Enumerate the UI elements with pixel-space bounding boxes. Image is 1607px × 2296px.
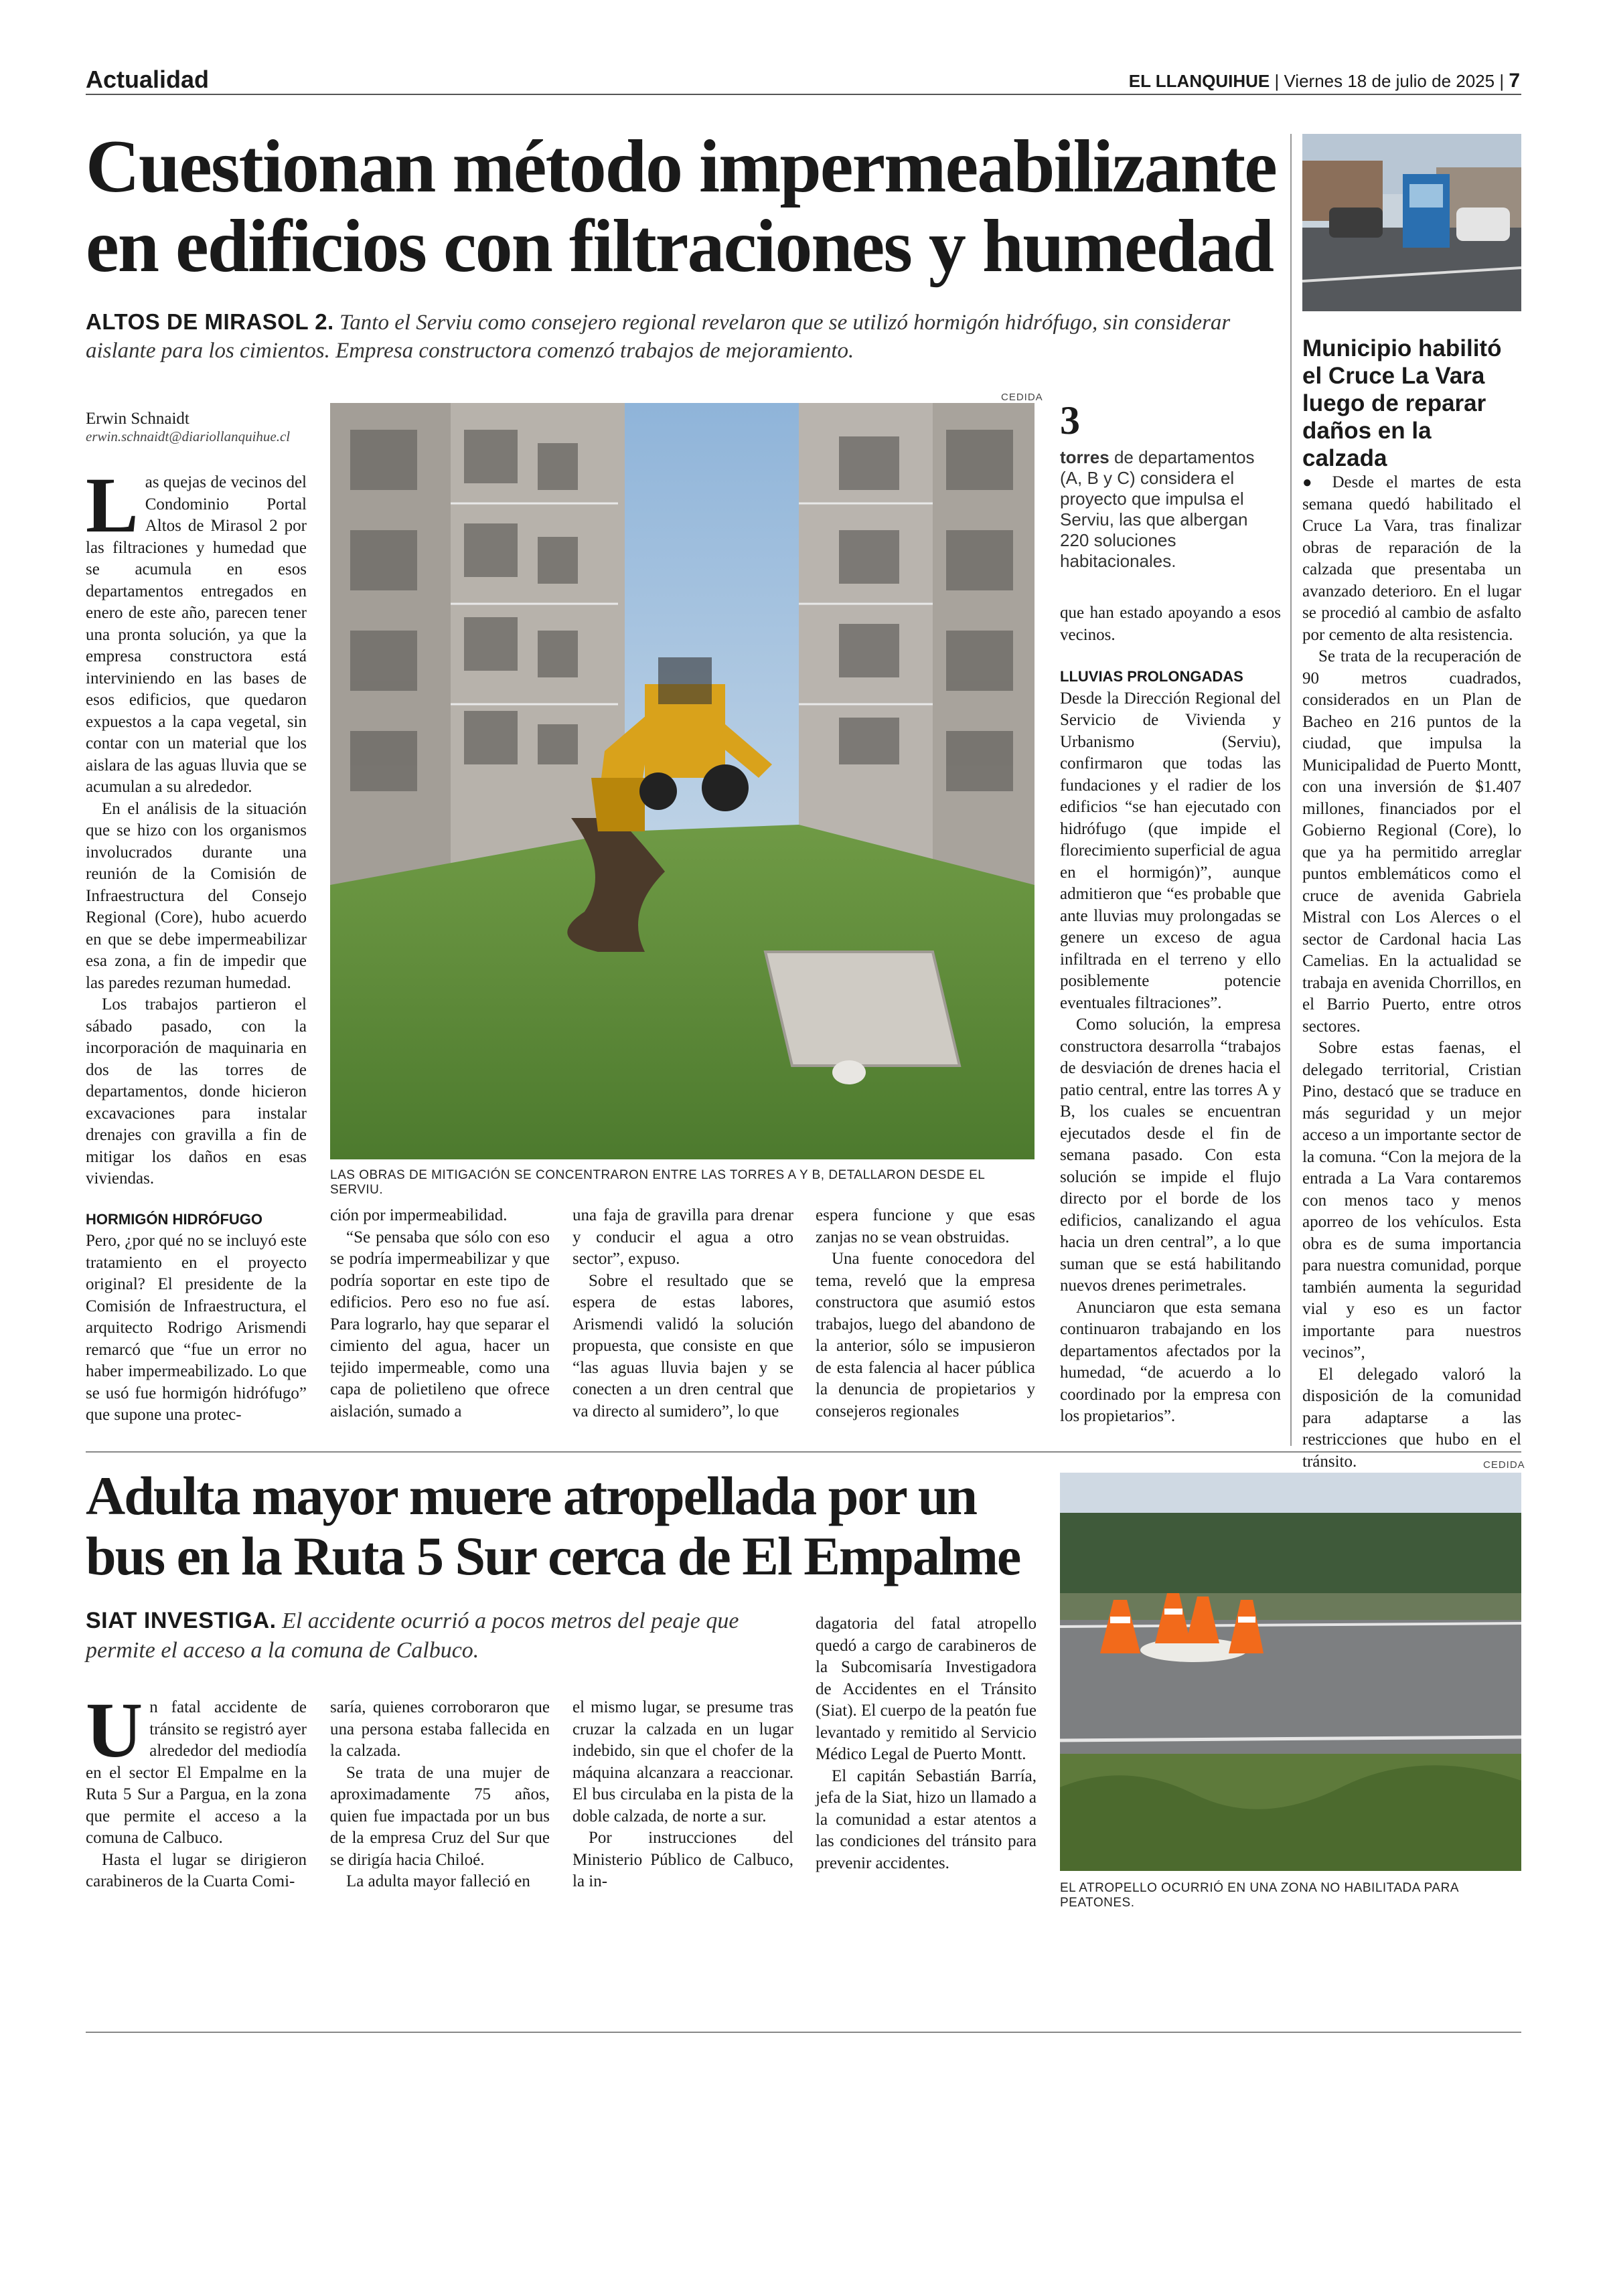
story2-paragraph: dagatoria del fatal atropello quedó a cargo de carabineros de la Subcomisaría Investigadora de Accidentes en el Tránsito (Siat). El cuerpo de la peatón fue levantado y remitido al Servicio Médico Legal de Puerto Montt. [816,1615,1037,1763]
subheading-hormigon: HORMIGÓN HIDRÓFUGO [86,1210,262,1228]
story1-headline [86,127,1291,286]
story2-paragraph: el mismo lugar, se presume tras cruzar la calzada en un lugar indebido, sin que el chofer de la máquina alcanzara a reaccionar. El bus circulaba en la pista de la doble calzada, de norte a sur. [572,1698,793,1825]
section-label: Actualidad [86,66,210,93]
story2-kicker-tag: SIAT INVESTIGA. [86,1608,277,1633]
issue-date: Viernes 18 de julio de 2025 [1284,71,1495,91]
story1-paragraph: Los trabajos partieron el sábado pasado, con la incorporación de maquinaria en dos de las torres de departamentos, donde hicieron excavaciones para instalar drenajes con gravilla a fin de mitigar los daños en esas viviendas. [86,995,307,1187]
story1-column-5 [1060,602,1281,1453]
story2-paragraph: saría, quienes corroboraron que una persona estaba fallecida en la calzada. [330,1698,550,1760]
story1-paragraph: “Se pensaba que sólo con eso se podría impermeabilizar y que podría soportar en este tipo de edificios. Pero eso no fue así. Para lograrlo, hay que separar el cimiento del agua, hacer un tejido impermeable, como una capa de polietileno que ofrece aislación, sumado a [330,1228,550,1420]
story1-paragraph: que han estado apoyando a esos vecinos. [1060,604,1281,644]
story2-column-2 [330,1697,550,1911]
sidebar-rule [1290,134,1292,1446]
factbox [1060,400,1281,572]
story1-paragraph: ción por impermeabilidad. [330,1206,508,1224]
story1-column-2 [330,1205,550,1446]
sidebar-paragraph: Sobre estas faenas, el delegado territorial, Cristian Pino, destacó que se traduce en más seguridad y un mejor acceso a un importante sector de la comuna. “Con la mejora de la entrada a La Vara contaremos con menos taco y menos aporreo de los vehículos. Esta obra es de suma importancia para nuestra comunidad, porque también aumenta la seguridad vial y eso es un factor importante para nuestros vecinos”, [1302,1039,1521,1362]
story1-paragraph: Sobre el resultado que se espera de estas labores, Arismendi validó la solución propuesta, que consiste en que “las aguas lluvia bajen y se conecten a un dren central que va directo al sumidero”, lo que [572,1271,793,1420]
story1-kicker [86,308,1284,365]
story1-headline-line2: en edificios con filtraciones y humedad [86,204,1274,288]
story1-paragraph: as quejas de vecinos del Condominio Portal Altos de Mirasol 2 por las filtraciones y humedad que se acumula en esos departamentos entregados en enero de este año, parecen tener una pronta solución, ya que la empresa constructora está interviniendo en las bases de esos edificios, que quedaron expuestos a la capa vegetal, sin contar con un material que los aislara de las aguas lluvia que se acumulan a su alrededor. [86,473,307,796]
story1-paragraph: En el análisis de la situación que se hizo con los organismos involucrados durante una reunión de la Comisión de Infraestructura del Consejo Regional (Core), hubo acuerdo en que se debe impermeabilizar esa zona, a fin de impedir que las paredes rezuman humedad. [86,799,307,992]
byline-name: Erwin Schnaidt [86,410,189,428]
story1-paragraph: espera funcione y que esas zanjas no se vean obstruidas. [816,1206,1035,1246]
story1-column-4 [816,1205,1035,1446]
story2-photo [1060,1473,1521,1871]
photo-credit: CEDIDA [1001,392,1043,403]
story2-headline-line1: Adulta mayor muere atropellada por un [86,1465,976,1526]
sidebar-body: ● Desde el martes de esta semana quedó habilitado el Cruce La Vara, tras finalizar obras de reparación de la calzada que presentaba un avanzado deterioro. En el lugar se procedió al cambio de asfalto por cemento de alta resistencia. Se trata de la recuperación de 90 metros cuadrados, considerados en un Plan de Bacheo en 216 puntos de la ciudad, que impulsa la Municipalidad de Puerto Montt, con una inversión de $1.407 millones, financiados por el Gobierno Regional (Core), lo que ya ha permitido arreglar puntos emblemáticos como el cruce de avenida Gabriela Mistral con Los Alerces o el sector de Cardonal hacia Las Camelias. En la actualidad se trabaja en avenida Chorrillos, en el Barrio Puerto, entre otros sectores. Sobre estas faenas, el delegado territorial, Cristian Pino, destacó que se traduce en más seguridad y un mejor acceso a un importante sector de la comuna. “Con la mejora de la entrada a La Vara contaremos con menos taco y menos aporreo de los vehículos. Esta obra es de suma importancia para nuestra comunidad, porque también aumenta la seguridad vial y eso es un factor importante para nuestros vecinos”, El delegado valoró la disposición de la comunidad para adaptarse a las restricciones que hubo en el tránsito. [1302,472,1521,1449]
factbox-number: 3 [1060,398,1080,442]
story2-headline-line2: bus en la Ruta 5 Sur cerca de El Empalme [86,1526,1020,1586]
byline-email: erwin.schnaidt@diariollanquihue.cl [86,428,291,444]
story2-paragraph: El capitán Sebastián Barría, jefa de la Siat, hizo un llamado a la comunidad a estar atentos a las condiciones del tránsito para prevenir accidentes. [816,1767,1037,1872]
story2-paragraph: Se trata de una mujer de aproximadamente 75 años, quien fue impactada por un bus de la empresa Cruz del Sur que se dirigía hacia Chiloé. [330,1763,550,1869]
story2-headline [86,1466,1043,1586]
story1-paragraph: Pero, ¿por qué no se incluyó este tratamiento en el proyecto original? El presidente de la Comisión de Infraestructura, el arquitecto Rodrigo Arismendi remarcó que “fue un error no haber impermeabilizado. Lo que se usó fue hormigón hidrófugo” que supone una protec- [86,1232,307,1424]
story1-headline-line1: Cuestionan método impermeabilizante [86,125,1276,208]
story1-column-1 [86,461,307,1456]
newspaper-name: EL LLANQUIHUE [1128,71,1270,91]
story1-kicker-text: Tanto el Serviu como consejero regional revelaron que se utilizó hormigón hidrófugo, sin considerar aislante para los cimientos. Empresa constructora comenzó trabajos de mejoramiento. [86,311,1231,363]
factbox-bold: torres [1060,447,1109,467]
story2-photo-caption: EL ATROPELLO OCURRIÓ EN UNA ZONA NO HABILITADA PARA PEATONES. [1060,1881,1458,1910]
footer-rule [86,2032,1521,2033]
sidebar-paragraph: Desde el martes de esta semana quedó habilitado el Cruce La Vara, tras finalizar obras de reparación de la calzada que presentaba un avanzado deterioro. En el lugar se procedió al cambio de asfalto por cemento de alta resistencia. [1302,473,1522,644]
story1-column-3 [572,1205,793,1446]
highway-accident-image [1060,1473,1521,1871]
story1-paragraph: Anunciaron que esta semana continuaron trabajando en los departamentos afectados por la humedad, “de acuerdo a lo coordinado por la empresa con los propietarios”. [1060,1298,1281,1425]
story1-paragraph: Desde la Dirección Regional del Servicio de Vivienda y Urbanismo (Serviu), confirmaron que todas las fundaciones y el radier de los edificios “se han ejecutado con hidrófugo (que impide el florecimiento superficial de agua en el hormigón)”, aunque admitieron que “es probable que ante lluvias muy prolongadas se genere un exceso de agua infiltrada en el terreno y ello posiblemente potencie eventuales filtraciones”. [1060,689,1281,1012]
construction-photo [330,403,1035,1159]
road-with-bus-image [1302,134,1521,311]
excavator-between-buildings-image [330,403,1035,1159]
story1-kicker-tag: ALTOS DE MIRASOL 2. [86,309,334,334]
factbox-text: de departamentos (A, B y C) considera el proyecto que impulsa el Serviu, las que albergan 220 soluciones habitacionales. [1060,447,1255,571]
byline [86,410,313,445]
page-number: 7 [1509,70,1520,92]
subheading-lluvias: LLUVIAS PROLONGADAS [1060,668,1243,685]
story1-paragraph: Como solución, la empresa constructora desarrolla “trabajos de desviación de drenes hacia el patio central, entre las torres A y B, los cuales se encuentran ejecutados desde el fin de semana pasado. Con esta solución se impide el flujo directo por el borde de los edificios, canalizando el agua hacia un dren central”, a lo que suman que se está habilitando nuevos drenes perimetrales. [1060,1015,1281,1295]
story2-column-4 [816,1613,1037,1908]
story2-kicker-text: El accidente ocurrió a pocos metros del peaje que permite el acceso a la comuna de Calbuco. [86,1609,739,1663]
story1-paragraph: una faja de gravilla para drenar y conducir el agua a otro sector”, expuso. [572,1206,793,1268]
story1-photo-caption: LAS OBRAS DE MITIGACIÓN SE CONCENTRARON ENTRE LAS TORRES A Y B, DETALLARON DESDE EL SERVIU. [330,1168,985,1197]
sidebar-headline: Municipio habilitó el Cruce La Vara luego de reparar daños en la calzada [1302,335,1502,471]
dropcap: L [86,461,139,549]
dropcap: U [86,1686,143,1774]
masthead: EL LLANQUIHUE | Viernes 18 de julio de 2025 | 7 [1128,70,1520,92]
story2-paragraph: La adulta mayor falleció en [346,1872,530,1890]
story2-column-1 [86,1686,307,1911]
story-divider [86,1451,1521,1453]
story2-paragraph: n fatal accidente de tránsito se registró ayer alrededor del mediodía en el sector El Empalme en la Ruta 5 Sur a Pargua, en la zona que permite el acceso a la comuna de Calbuco. [86,1698,307,1847]
story2-column-3 [572,1697,793,1911]
story2-photo-credit: CEDIDA [1483,1459,1525,1471]
sidebar-paragraph: El delegado valoró la disposición de la comunidad para adaptarse a las restricciones que hubo en el tránsito. [1302,1365,1521,1471]
story1-paragraph: Una fuente conocedora del tema, reveló que la empresa constructora que asumió estos trabajos, luego del abandono de la anterior, sólo se impusieron de esta falencia al hacer pública la denuncia de propietarios y consejeros regionales [816,1250,1035,1420]
sidebar-paragraph: Se trata de la recuperación de 90 metros cuadrados, considerados en un Plan de Bacheo en 216 puntos de la ciudad, que impulsa la Municipalidad de Puerto Montt, con una inversión de $1.407 millones, financiados por el Gobierno Regional (Core), lo que ya ha permitido arreglar puntos emblemáticos como el cruce de avenida Gabriela Mistral con Los Alerces o el sector de Cardonal hacia Las Camelias. En la actualidad se trabaja en avenida Chorrillos, en el Barrio Puerto, entre otros sectores. [1302,647,1521,1036]
story2-paragraph: Por instrucciones del Ministerio Público de Calbuco, la in- [572,1829,793,1890]
sidebar-photo [1302,134,1521,311]
story2-kicker [86,1607,775,1665]
header-rule [86,94,1521,95]
story2-paragraph: Hasta el lugar se dirigieron carabineros de la Cuarta Comi- [86,1850,307,1890]
